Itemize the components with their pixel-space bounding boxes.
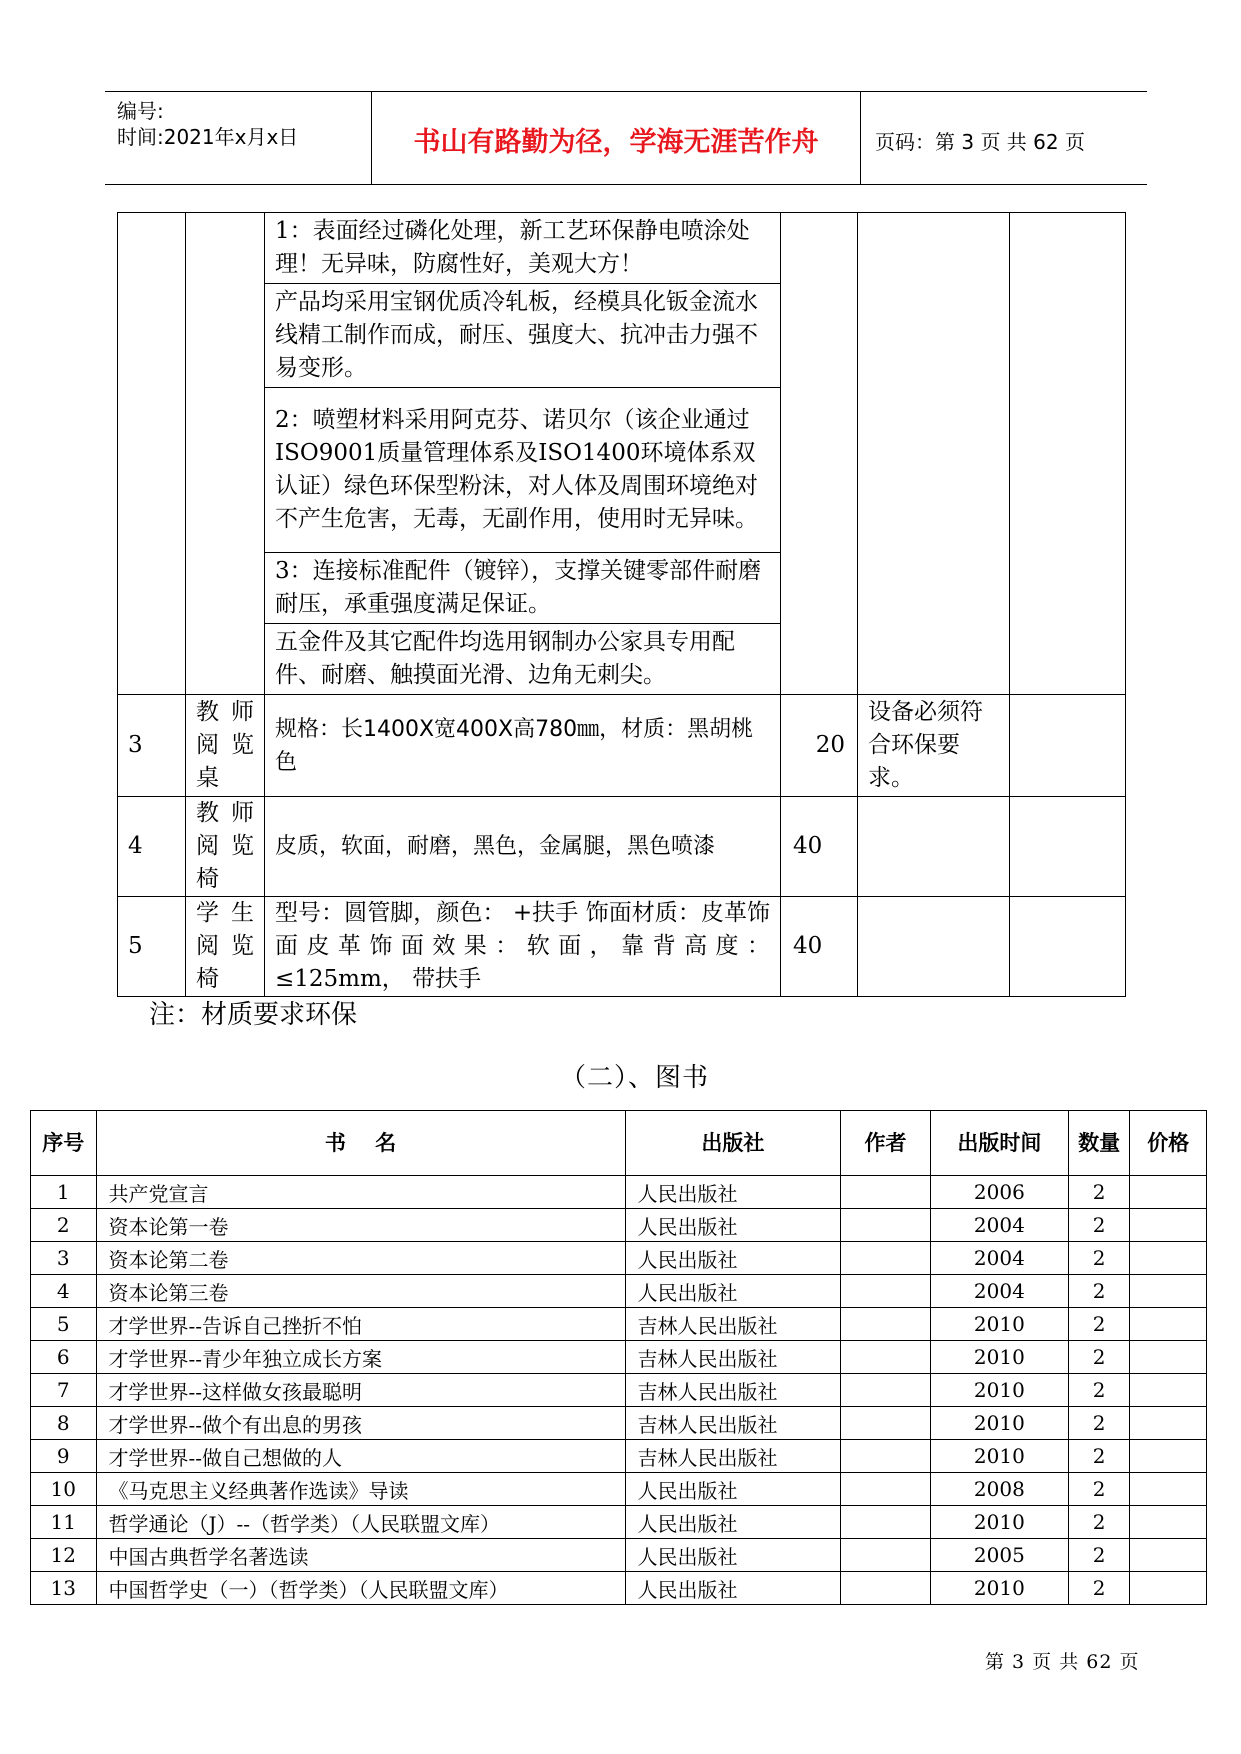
- book-publisher: 人民出版社: [625, 1506, 841, 1539]
- book-price: [1130, 1176, 1207, 1209]
- book-price: [1130, 1209, 1207, 1242]
- item-remark: [858, 897, 1010, 997]
- book-title: 才学世界--做个有出息的男孩: [96, 1407, 625, 1440]
- book-price: [1130, 1539, 1207, 1572]
- page-footer: 第 3 页 共 62 页: [985, 1651, 1140, 1673]
- table-cell: [1010, 695, 1126, 797]
- book-author: [841, 1440, 931, 1473]
- column-header-publisher: 出版社: [625, 1111, 841, 1176]
- item-spec: 皮质，软面，耐磨，黑色，金属腿，黑色喷漆: [265, 797, 781, 897]
- book-price: [1130, 1341, 1207, 1374]
- book-author: [841, 1473, 931, 1506]
- header-motto: 书山有路勤为径，学海无涯苦作舟: [413, 127, 819, 158]
- book-author: [841, 1407, 931, 1440]
- book-title: 共产党宣言: [96, 1176, 625, 1209]
- book-title: 才学世界--做自己想做的人: [96, 1440, 625, 1473]
- table-row: [31, 1341, 1207, 1374]
- book-year: 2004: [930, 1275, 1068, 1308]
- book-year: 2010: [930, 1440, 1068, 1473]
- column-header-author: 作者: [841, 1111, 931, 1176]
- book-publisher: 人民出版社: [625, 1539, 841, 1572]
- table-cell: [1010, 797, 1126, 897]
- item-number: 3: [118, 695, 186, 797]
- book-price: [1130, 1473, 1207, 1506]
- table-row: [118, 213, 1126, 695]
- book-title: 资本论第三卷: [96, 1275, 625, 1308]
- book-number: 1: [31, 1176, 97, 1209]
- book-table: [30, 1110, 1207, 1605]
- book-number: 12: [31, 1539, 97, 1572]
- book-year: 2006: [930, 1176, 1068, 1209]
- book-publisher: 吉林人民出版社: [625, 1308, 841, 1341]
- book-publisher: 人民出版社: [625, 1209, 841, 1242]
- book-number: 6: [31, 1341, 97, 1374]
- book-author: [841, 1308, 931, 1341]
- table-row: [31, 1506, 1207, 1539]
- book-quantity: 2: [1068, 1242, 1129, 1275]
- item-quantity: 40: [781, 797, 858, 897]
- book-price: [1130, 1506, 1207, 1539]
- book-publisher: 吉林人民出版社: [625, 1407, 841, 1440]
- book-publisher: 人民出版社: [625, 1176, 841, 1209]
- book-price: [1130, 1308, 1207, 1341]
- table-row: [31, 1176, 1207, 1209]
- table-row: [118, 797, 1126, 897]
- book-year: 2010: [930, 1341, 1068, 1374]
- book-number: 10: [31, 1473, 97, 1506]
- book-price: [1130, 1440, 1207, 1473]
- book-title: 中国古典哲学名著选读: [96, 1539, 625, 1572]
- table-header-row: [31, 1111, 1207, 1176]
- table-cell: [781, 213, 858, 695]
- material-note: 注：材质要求环保: [149, 1000, 358, 1030]
- table-row: [31, 1407, 1207, 1440]
- table-row: [31, 1242, 1207, 1275]
- book-quantity: 2: [1068, 1440, 1129, 1473]
- table-row: [31, 1209, 1207, 1242]
- item-spec: 规格：长1400X宽400X高780㎜，材质：黑胡桃色: [265, 695, 781, 797]
- header-bottom-rule: [105, 184, 1147, 185]
- item-spec: 型号：圆管脚，颜色： +扶手 饰面材质：皮革饰面皮革饰面效果：软面，靠背高度：≤125mm， 带扶手: [265, 897, 781, 997]
- book-year: 2010: [930, 1572, 1068, 1605]
- table-row: [31, 1275, 1207, 1308]
- spec-paragraph: 3：连接标准配件（镀锌），支撑关键零部件耐磨耐压，承重强度满足保证。: [265, 553, 780, 624]
- spec-paragraph: 五金件及其它配件均选用钢制办公家具专用配件、耐磨、触摸面光滑、边角无刺尖。: [275, 629, 735, 688]
- book-publisher: 人民出版社: [625, 1242, 841, 1275]
- header-page-label: 页码：第 3 页 共 62 页: [875, 130, 1085, 154]
- book-year: 2010: [930, 1407, 1068, 1440]
- book-author: [841, 1572, 931, 1605]
- book-number: 5: [31, 1308, 97, 1341]
- book-number: 11: [31, 1506, 97, 1539]
- book-quantity: 2: [1068, 1407, 1129, 1440]
- book-title: 才学世界--青少年独立成长方案: [96, 1341, 625, 1374]
- spec-paragraph: 1：表面经过磷化处理，新工艺环保静电喷涂处理！无异味，防腐性好，美观大方！: [265, 213, 780, 284]
- header-top-rule: [105, 91, 1147, 92]
- book-quantity: 2: [1068, 1539, 1129, 1572]
- item-remark: 设备必须符合环保要求。: [858, 695, 1010, 797]
- book-quantity: 2: [1068, 1275, 1129, 1308]
- book-quantity: 2: [1068, 1308, 1129, 1341]
- spec-description-cell: [265, 213, 781, 695]
- book-author: [841, 1539, 931, 1572]
- item-number: 4: [118, 797, 186, 897]
- item-quantity: 40: [781, 897, 858, 997]
- book-title: 资本论第二卷: [96, 1242, 625, 1275]
- table-row: [31, 1440, 1207, 1473]
- book-year: 2004: [930, 1242, 1068, 1275]
- column-header-price: 价格: [1130, 1111, 1207, 1176]
- book-table-body: [31, 1176, 1207, 1605]
- book-quantity: 2: [1068, 1176, 1129, 1209]
- spec-paragraphs: [265, 213, 780, 694]
- book-quantity: 2: [1068, 1209, 1129, 1242]
- table-cell: [858, 213, 1010, 695]
- header-divider-right: [860, 92, 861, 185]
- spec-paragraph: 2：喷塑材料采用阿克芬、诺贝尔（该企业通过ISO9001质量管理体系及ISO1400环境体系双认证）绿色环保型粉沫，对人体及周围环境绝对不产生危害，无毒，无副作用，使用时无异味。: [265, 388, 780, 553]
- book-price: [1130, 1572, 1207, 1605]
- book-publisher: 吉林人民出版社: [625, 1440, 841, 1473]
- book-author: [841, 1176, 931, 1209]
- spec-paragraph: 产品均采用宝钢优质冷轧板，经模具化钣金流水线精工制作而成，耐压、强度大、抗冲击力强不易变形。: [265, 284, 780, 388]
- item-name: 教师阅览椅: [186, 797, 265, 897]
- book-number: 9: [31, 1440, 97, 1473]
- table-row: [31, 1374, 1207, 1407]
- book-author: [841, 1374, 931, 1407]
- book-author: [841, 1275, 931, 1308]
- book-author: [841, 1506, 931, 1539]
- column-header-number: 序号: [31, 1111, 97, 1176]
- book-year: 2005: [930, 1539, 1068, 1572]
- item-name: 学生阅览椅: [186, 897, 265, 997]
- book-quantity: 2: [1068, 1374, 1129, 1407]
- book-quantity: 2: [1068, 1572, 1129, 1605]
- book-year: 2004: [930, 1209, 1068, 1242]
- book-title: 哲学通论（J）--（哲学类）（人民联盟文库）: [96, 1506, 625, 1539]
- column-header-date: 出版时间: [930, 1111, 1068, 1176]
- book-price: [1130, 1407, 1207, 1440]
- book-number: 13: [31, 1572, 97, 1605]
- item-quantity: 20: [781, 695, 858, 797]
- furniture-table: [117, 212, 1126, 997]
- book-publisher: 吉林人民出版社: [625, 1341, 841, 1374]
- table-cell: [118, 213, 186, 695]
- book-publisher: 吉林人民出版社: [625, 1374, 841, 1407]
- book-year: 2008: [930, 1473, 1068, 1506]
- book-number: 8: [31, 1407, 97, 1440]
- table-row: [31, 1539, 1207, 1572]
- table-row: [118, 695, 1126, 797]
- item-name: 教师阅览桌: [186, 695, 265, 797]
- book-publisher: 人民出版社: [625, 1473, 841, 1506]
- book-title: 资本论第一卷: [96, 1209, 625, 1242]
- book-year: 2010: [930, 1374, 1068, 1407]
- section-title: （二）、图书: [560, 1063, 710, 1093]
- book-price: [1130, 1242, 1207, 1275]
- document-time-label: 时间:2021年x月x日: [117, 125, 299, 149]
- book-title: 才学世界--这样做女孩最聪明: [96, 1374, 625, 1407]
- table-cell: [1010, 897, 1126, 997]
- book-quantity: 2: [1068, 1473, 1129, 1506]
- table-row: [31, 1308, 1207, 1341]
- book-price: [1130, 1374, 1207, 1407]
- table-cell: [1010, 213, 1126, 695]
- book-year: 2010: [930, 1308, 1068, 1341]
- book-year: 2010: [930, 1506, 1068, 1539]
- book-author: [841, 1341, 931, 1374]
- book-number: 7: [31, 1374, 97, 1407]
- table-cell: [186, 213, 265, 695]
- book-number: 3: [31, 1242, 97, 1275]
- book-author: [841, 1242, 931, 1275]
- book-title: 中国哲学史（一）（哲学类）（人民联盟文库）: [96, 1572, 625, 1605]
- column-header-quantity: 数量: [1068, 1111, 1129, 1176]
- book-quantity: 2: [1068, 1341, 1129, 1374]
- item-remark: [858, 797, 1010, 897]
- book-price: [1130, 1275, 1207, 1308]
- table-row: [31, 1572, 1207, 1605]
- book-quantity: 2: [1068, 1506, 1129, 1539]
- book-title: 才学世界--告诉自己挫折不怕: [96, 1308, 625, 1341]
- column-header-title: 书 名: [96, 1111, 625, 1176]
- book-author: [841, 1209, 931, 1242]
- document-number-label: 编号:: [117, 99, 164, 123]
- item-number: 5: [118, 897, 186, 997]
- book-publisher: 人民出版社: [625, 1275, 841, 1308]
- book-title: 《马克思主义经典著作选读》导读: [96, 1473, 625, 1506]
- table-row: [31, 1473, 1207, 1506]
- book-number: 2: [31, 1209, 97, 1242]
- table-row: [118, 897, 1126, 997]
- book-publisher: 人民出版社: [625, 1572, 841, 1605]
- book-number: 4: [31, 1275, 97, 1308]
